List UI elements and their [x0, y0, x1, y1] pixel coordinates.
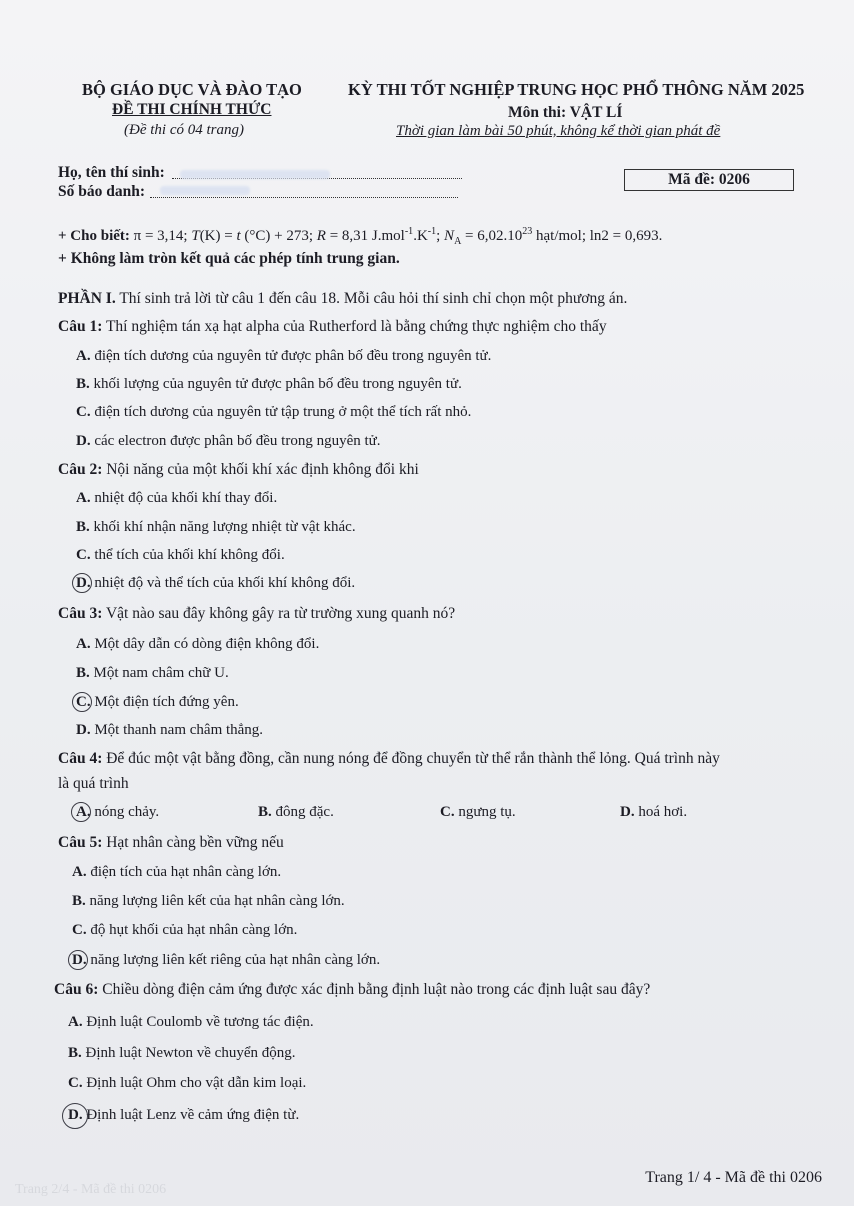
option-label: B. — [76, 519, 90, 535]
subject-label: Môn thi: VẬT LÍ — [508, 104, 623, 121]
bleed-through-text: Trang 2/4 - Mã đề thi 0206 — [15, 1182, 167, 1197]
option-text: đông đặc. — [275, 804, 334, 820]
part1-instructions: Thí sinh trả lời từ câu 1 đến câu 18. Mỗi câu hỏi thí sinh chỉ chọn một phương án. — [119, 290, 628, 307]
question-1 — [58, 318, 607, 336]
q6-option-b — [68, 1045, 295, 1062]
question-text: Để đúc một vật bằng đồng, cần nung nóng để đồng chuyển từ thể rắn thành thể lỏng. Quá trình này — [106, 750, 720, 767]
givens-line-2: + Không làm tròn kết quả các phép tính trung gian. — [58, 250, 400, 267]
question-text: Thí nghiệm tán xạ hạt alpha của Rutherford là bằng chứng thực nghiệm cho thấy — [105, 318, 607, 335]
option-label: D. — [68, 1107, 83, 1123]
exam-title: KỲ THI TỐT NGHIỆP TRUNG HỌC PHỔ THÔNG NĂM 2025 — [348, 80, 805, 99]
givens-line-1 — [58, 226, 662, 247]
q5-option-a — [72, 864, 281, 881]
option-label: D. — [620, 804, 635, 820]
option-text: nhiệt độ và thể tích của khối khí không đổi. — [94, 575, 356, 591]
q6-option-d — [68, 1107, 299, 1124]
q5-option-c — [72, 922, 297, 939]
option-label: C. — [76, 547, 91, 563]
option-text: năng lượng liên kết riêng của hạt nhân càng lớn. — [90, 952, 381, 968]
candidate-name-redacted — [180, 170, 330, 179]
option-label: C. — [72, 922, 87, 938]
option-label: A. — [68, 1014, 83, 1030]
question-text: Vật nào sau đây không gây ra từ trường xung quanh nó? — [105, 605, 456, 622]
question-label: Câu 4: — [58, 750, 103, 767]
candidate-name-label: Họ, tên thí sinh: — [58, 164, 165, 181]
option-label: B. — [76, 376, 90, 392]
option-text: khối lượng của nguyên tử được phân bố đều trong nguyên tử. — [93, 376, 462, 392]
option-text: Định luật Ohm cho vật dẫn kim loại. — [86, 1075, 307, 1091]
q2-option-c — [76, 547, 285, 564]
answer-circle-q6 — [62, 1103, 88, 1129]
q1-option-d — [76, 433, 381, 450]
option-text: nóng chảy. — [94, 804, 160, 820]
option-label: B. — [76, 665, 90, 681]
q5-option-d — [72, 952, 380, 969]
answer-circle-q4 — [71, 802, 91, 822]
option-text: Một thanh nam châm thẳng. — [94, 722, 264, 738]
option-text: khối khí nhận năng lượng nhiệt từ vật khác. — [93, 519, 356, 535]
question-label: Câu 3: — [58, 605, 103, 622]
option-text: Định luật Lenz về cảm ứng điện từ. — [86, 1107, 300, 1123]
candidate-id-redacted — [160, 186, 250, 195]
option-text: Một nam châm chữ U. — [93, 665, 229, 681]
q4-option-d — [620, 804, 687, 821]
question-4 — [58, 750, 720, 768]
question-text: Hạt nhân càng bền vững nếu — [106, 834, 284, 851]
option-label: B. — [72, 893, 86, 909]
part1-heading — [58, 290, 627, 308]
question-label: Câu 1: — [58, 318, 103, 335]
q3-option-b — [76, 665, 229, 682]
option-label: B. — [68, 1045, 82, 1061]
option-text: năng lượng liên kết của hạt nhân càng lớn. — [89, 893, 345, 909]
option-text: Định luật Newton về chuyển động. — [85, 1045, 296, 1061]
question-text: Nội năng của một khối khí xác định không đổi khi — [106, 461, 419, 478]
q5-option-b — [72, 893, 345, 910]
page-footer: Trang 1/ 4 - Mã đề thi 0206 — [645, 1169, 822, 1186]
q1-option-b — [76, 376, 462, 393]
question-label: Câu 2: — [58, 461, 103, 478]
page-count-note: (Đề thi có 04 trang) — [124, 122, 244, 138]
q2-option-b — [76, 519, 356, 536]
option-label: D. — [76, 433, 91, 449]
q4-option-b — [258, 804, 334, 821]
q4-option-c — [440, 804, 516, 821]
option-label: D. — [72, 952, 87, 968]
q2-option-a — [76, 490, 277, 507]
option-text: điện tích của hạt nhân càng lớn. — [90, 864, 282, 880]
option-text: nhiệt độ của khối khí thay đổi. — [94, 490, 278, 506]
answer-circle-q2 — [72, 573, 92, 593]
option-label: C. — [440, 804, 455, 820]
ministry-name: BỘ GIÁO DỤC VÀ ĐÀO TẠO — [82, 80, 302, 99]
option-text: thể tích của khối khí không đổi. — [94, 547, 285, 563]
option-label: D. — [76, 575, 91, 591]
option-text: điện tích dương của nguyên tử tập trung ở một thể tích rất nhỏ. — [94, 404, 472, 420]
time-note: Thời gian làm bài 50 phút, không kể thời gian phát đề — [396, 123, 721, 139]
option-text: độ hụt khối của hạt nhân càng lớn. — [90, 922, 298, 938]
option-text: Một dây dẫn có dòng điện không đổi. — [94, 636, 320, 652]
q6-option-c — [68, 1075, 306, 1092]
option-text: hoá hơi. — [638, 804, 688, 820]
q3-option-c — [76, 694, 239, 711]
option-label: C. — [76, 694, 91, 710]
candidate-id-line — [150, 197, 458, 198]
option-text: điện tích dương của nguyên tử được phân bố đều trong nguyên tử. — [94, 348, 492, 364]
exam-code-box: Mã đề: 0206 — [624, 169, 794, 191]
q1-option-c — [76, 404, 471, 421]
option-label: A. — [76, 636, 91, 652]
q3-option-d — [76, 722, 263, 739]
official-exam-label: ĐỀ THI CHÍNH THỨC — [112, 101, 272, 118]
question-6 — [54, 981, 650, 999]
q6-option-a — [68, 1014, 314, 1031]
option-text: Định luật Coulomb về tương tác điện. — [86, 1014, 314, 1030]
question-5 — [58, 834, 284, 852]
question-4-cont: là quá trình — [58, 775, 129, 792]
part1-label: PHẦN I. — [58, 290, 116, 307]
option-label: C. — [68, 1075, 83, 1091]
option-text: ngưng tụ. — [458, 804, 516, 820]
q1-option-a — [76, 348, 491, 365]
givens-label: + Cho biết: — [58, 228, 130, 244]
answer-circle-q5 — [68, 950, 88, 970]
question-label: Câu 5: — [58, 834, 103, 851]
q2-option-d — [76, 575, 355, 592]
option-label: A. — [76, 490, 91, 506]
option-label: A. — [72, 864, 87, 880]
answer-circle-q3 — [72, 692, 92, 712]
question-3 — [58, 605, 455, 623]
question-label: Câu 6: — [54, 981, 99, 998]
question-text: Chiều dòng điện cảm ứng được xác định bằng định luật nào trong các định luật sau đây? — [102, 981, 651, 998]
option-label: A. — [76, 348, 91, 364]
option-text: Một điện tích đứng yên. — [94, 694, 239, 710]
q3-option-a — [76, 636, 319, 653]
option-text: các electron được phân bố đều trong nguyên tử. — [94, 433, 381, 449]
candidate-id-label: Số báo danh: — [58, 183, 146, 200]
option-label: D. — [76, 722, 91, 738]
option-label: C. — [76, 404, 91, 420]
option-label: A. — [76, 804, 91, 820]
question-2 — [58, 461, 419, 479]
givens-constants: π = 3,14; T(K) = t (°C) + 273; R = 8,31 $J.mol^{-1}.K^{-1}$; $N_A = 6,02.10^{23}$ hạt/mol; ln2 = 0,693. — [133, 226, 663, 247]
option-label: B. — [258, 804, 272, 820]
